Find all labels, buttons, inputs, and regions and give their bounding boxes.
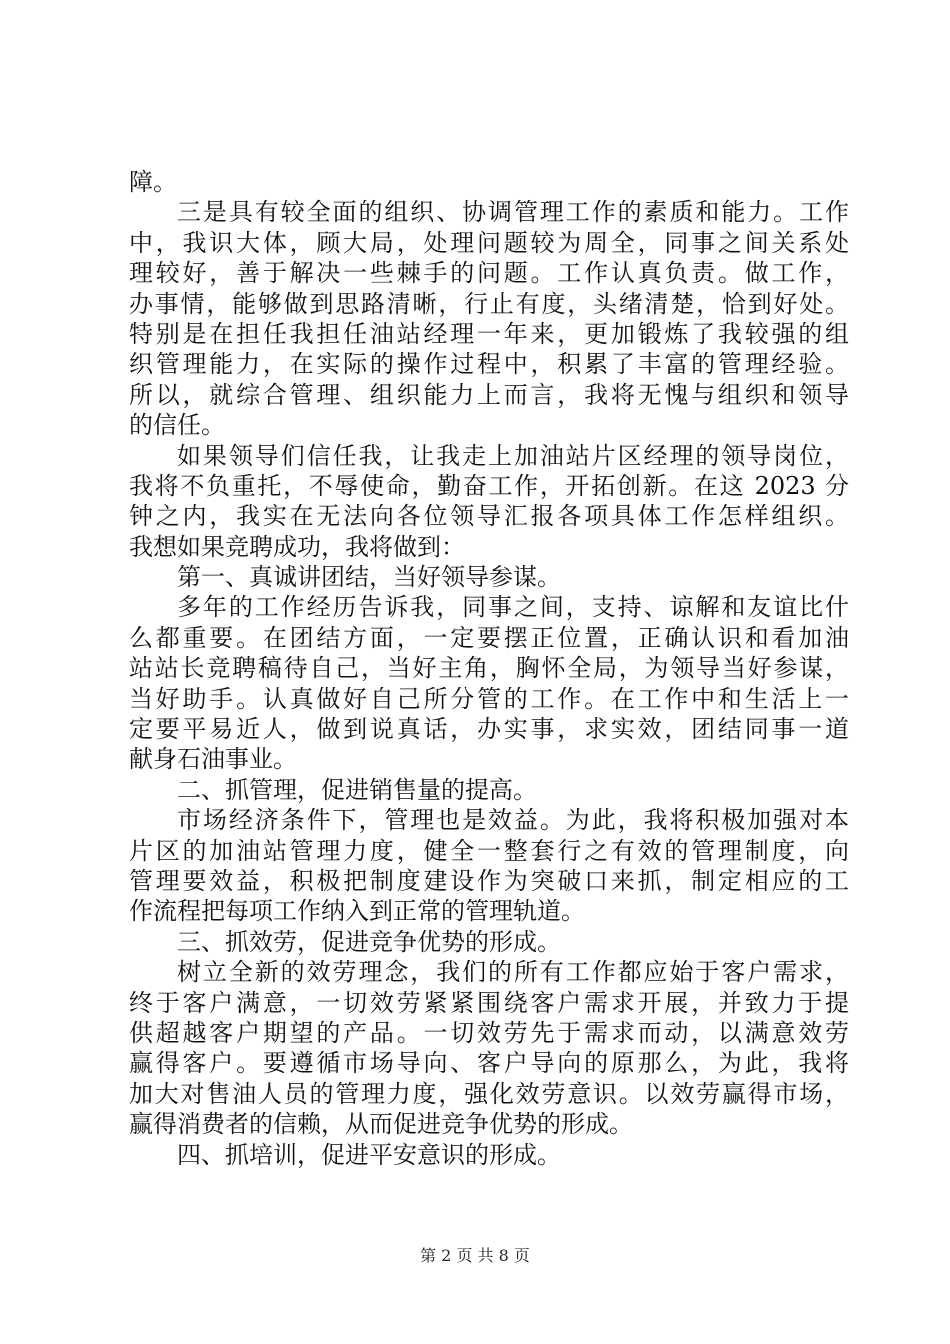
text-line: 么都重要。在团结方面，一定要摆正位置，正确认识和看加油	[129, 623, 849, 652]
paragraph-first-line: 如果领导们信任我，让我走上加油站片区经理的领导岗位，	[177, 441, 849, 470]
document-body	[129, 167, 849, 1170]
text-line: 办事情，能够做到思路清晰，行止有度，头绪清楚，恰到好处。	[129, 289, 849, 318]
text-line: 当好助手。认真做好自己所分管的工作。在工作中和生活上一	[129, 684, 849, 713]
section-heading: 第一、真诚讲团结，当好领导参谋。	[177, 563, 561, 592]
text-line: 特别是在担任我担任油站经理一年来，更加锻炼了我较强的组	[129, 319, 849, 348]
text-line: 的信任。	[129, 411, 225, 440]
paragraph-first-line: 市场经济条件下，管理也是效益。为此，我将积极加强对本	[177, 806, 849, 835]
paragraph-first-line: 树立全新的效劳理念，我们的所有工作都应始于客户需求，	[177, 958, 849, 987]
text-line: 钟之内，我实在无法向各位领导汇报各项具体工作怎样组织。	[129, 502, 849, 531]
text-line: 管理要效益，积极把制度建设作为突破口来抓，制定相应的工	[129, 866, 849, 895]
text-line: 障。	[129, 168, 177, 196]
text-line: 赢得客户。要遵循市场导向、客户导向的原那么，为此，我将	[129, 1049, 849, 1078]
text-line: 加大对售油人员的管理力度，强化效劳意识。以效劳赢得市场，	[129, 1079, 849, 1108]
text-line: 终于客户满意，一切效劳紧紧围绕客户需求开展，并致力于提	[129, 988, 849, 1017]
text-line: 定要平易近人，做到说真话，办实事，求实效，团结同事一道	[129, 715, 849, 744]
paragraph-first-line: 三是具有较全面的组织、协调管理工作的素质和能力。工作	[177, 198, 849, 227]
text-line: 所以，就综合管理、组织能力上而言，我将无愧与组织和领导	[129, 380, 849, 409]
text-line: 作流程把每项工作纳入到正常的管理轨道。	[129, 897, 585, 926]
text-line: 我想如果竞聘成功，我将做到：	[129, 532, 465, 561]
page-footer: 第 2 页 共 8 页	[420, 1246, 530, 1265]
text-line: 献身石油事业。	[129, 745, 297, 774]
text-line: 织管理能力，在实际的操作过程中，积累了丰富的管理经验。	[129, 350, 849, 379]
text-line: 片区的加油站管理力度，健全一整套行之有效的管理制度，向	[129, 836, 849, 865]
paragraph-first-line: 多年的工作经历告诉我，同事之间，支持、谅解和友谊比什	[177, 593, 849, 622]
text-line: 理较好，善于解决一些棘手的问题。工作认真负责。做工作，	[129, 259, 849, 288]
section-heading: 二、抓管理，促进销售量的提高。	[177, 775, 537, 804]
section-heading: 三、抓效劳，促进竞争优势的形成。	[177, 927, 561, 956]
text-line: 赢得消费者的信赖，从而促进竞争优势的形成。	[129, 1110, 633, 1139]
text-line: 中，我识大体，顾大局，处理问题较为周全，同事之间关系处	[129, 228, 849, 257]
section-heading: 四、抓培训，促进平安意识的形成。	[177, 1140, 561, 1169]
text-line: 站站长竞聘稿待自己，当好主角，胸怀全局，为领导当好参谋，	[129, 654, 849, 683]
text-line: 我将不负重托，不辱使命，勤奋工作，开拓创新。在这 2023 分	[129, 471, 849, 500]
text-line: 供超越客户期望的产品。一切效劳先于需求而动，以满意效劳	[129, 1018, 849, 1047]
